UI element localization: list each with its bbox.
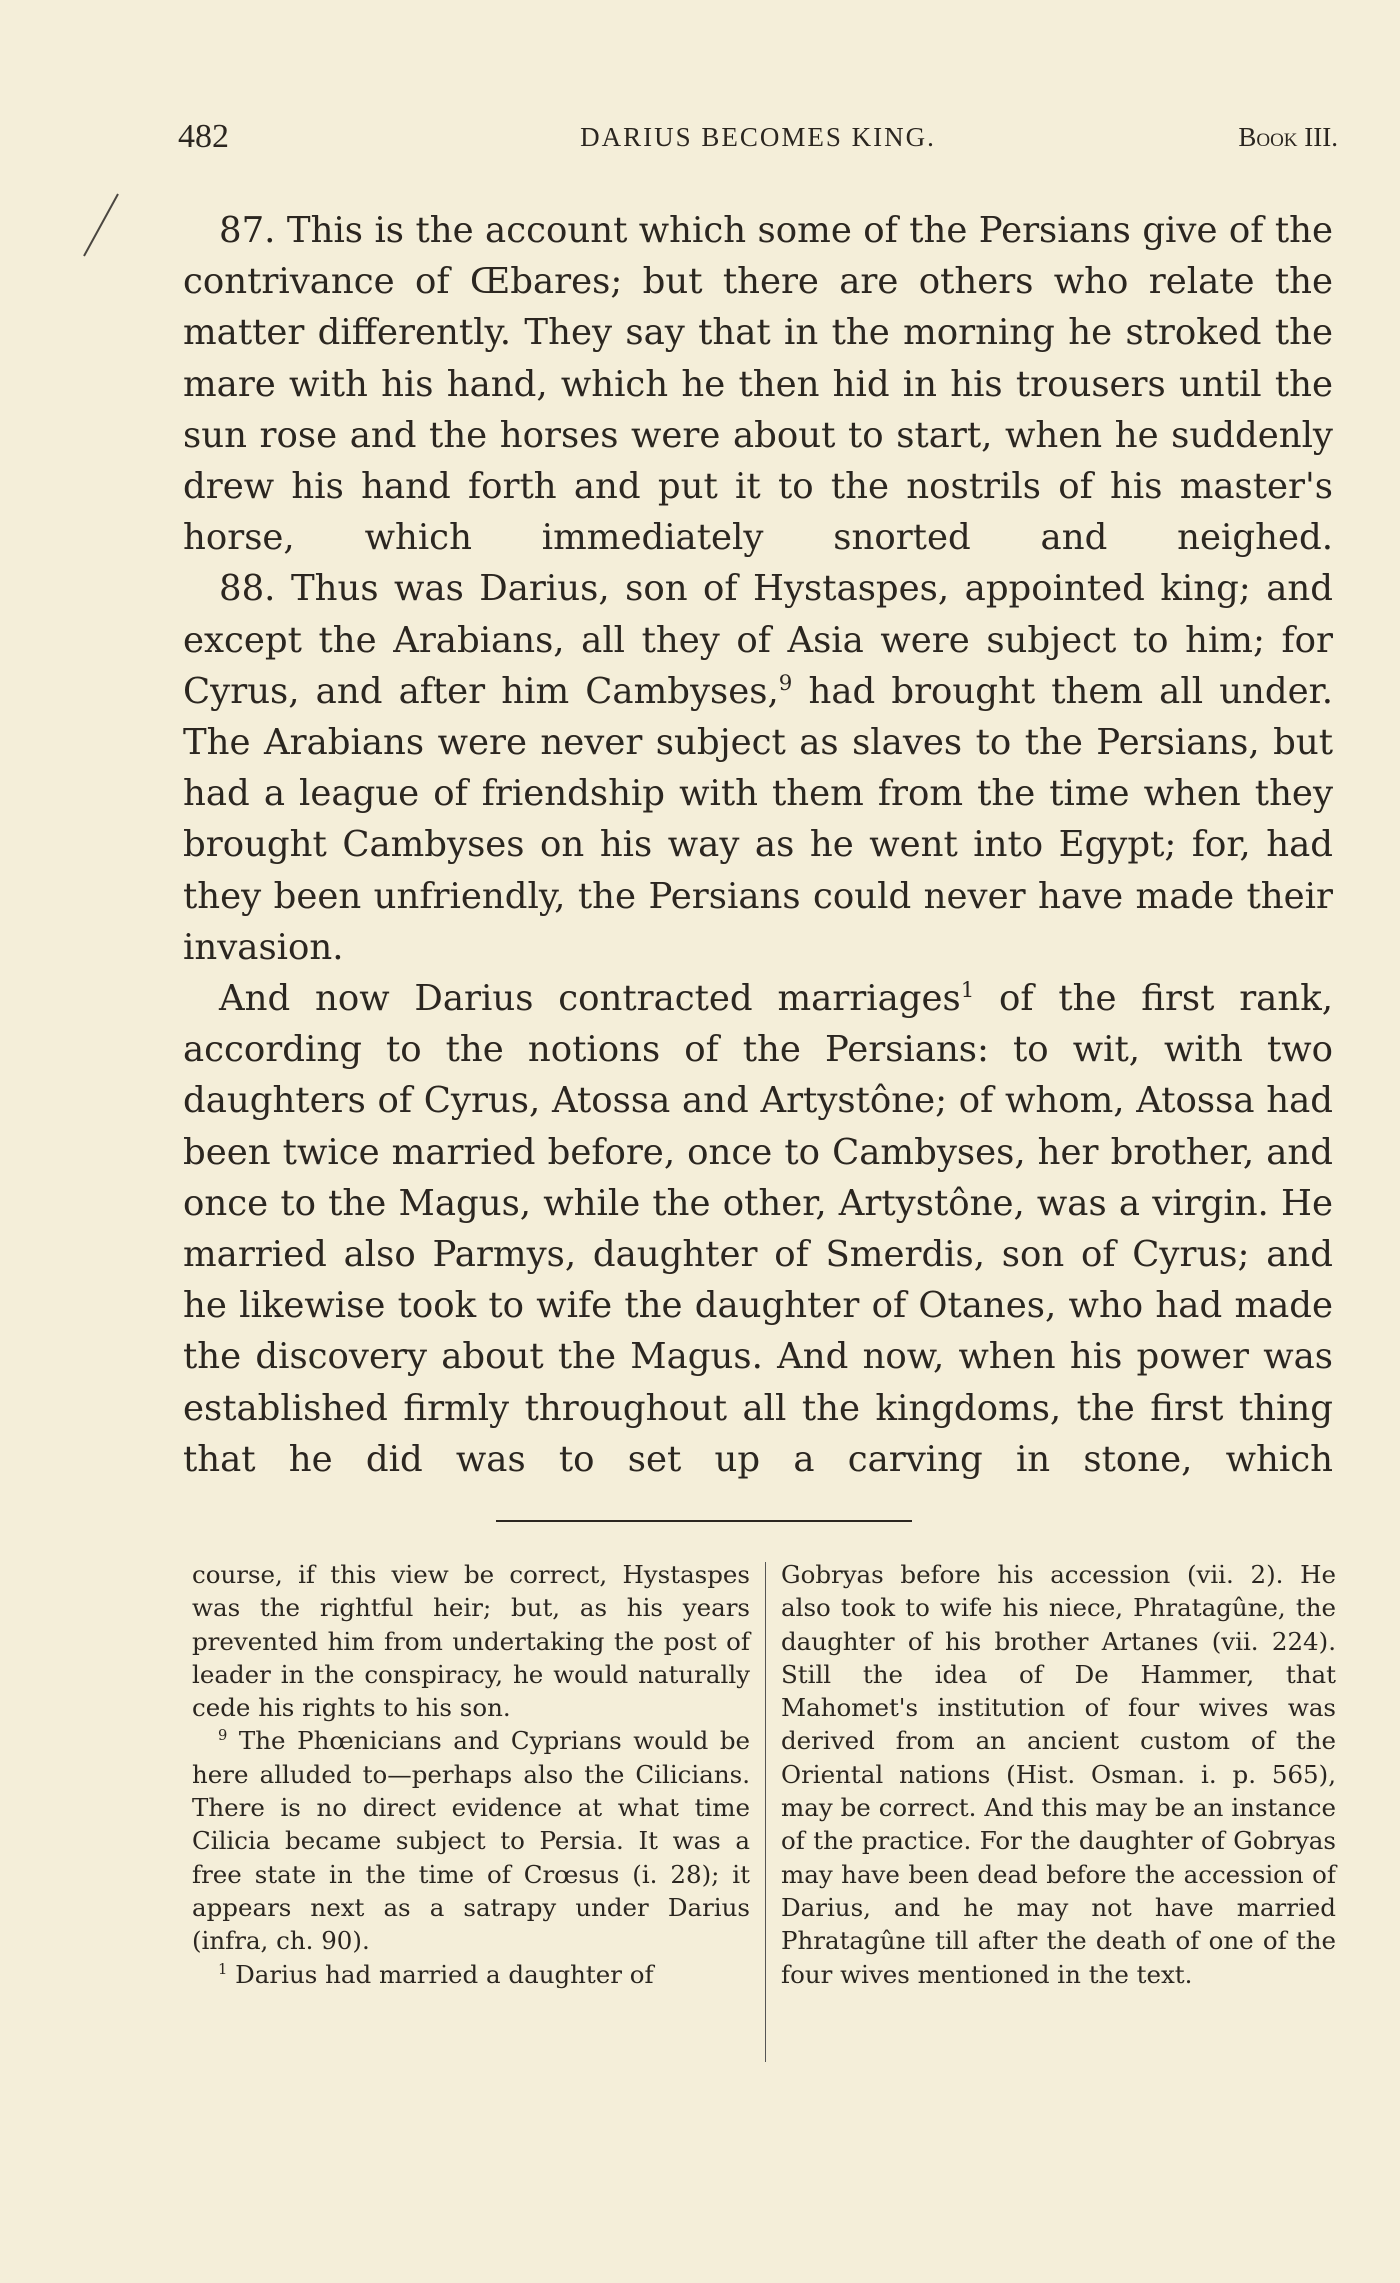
footnote-1 [192,1958,750,1991]
pencil-mark-icon [78,190,124,260]
footnote-rule [496,1520,912,1522]
main-text [183,205,1333,1485]
column-divider [765,1562,766,2062]
paragraph-88-text-a: 88. Thus was Darius, son of Hystaspes, appointed king; and except the Arabians, all they of Asia were subject to him; for Cyrus, and after him Cambyses, [183,568,1333,712]
footnotes [192,1558,1336,2062]
footnote-column-right [781,1558,1336,2062]
footnote-9-marker: 9 [218,1727,228,1745]
footnote-1-text: Darius had married a daughter of [227,1959,654,1989]
footnote-column-left [192,1558,750,2062]
paragraph-marriages-text-a: And now Darius contracted marriages [219,978,961,1020]
footnote-1-continuation: Gobryas before his accession (vii. 2). He also took to wife his niece, Phratagûne, the daughter of his brother Artanes (vii. 224). Still the idea of De Hammer, that Mahomet's institution of four wives was derived from an ancient custom of the Oriental nations (Hist. Osman. i. p. 565), may be correct. And this may be an instance of the practice. For the daughter of Gobryas may have been dead before the accession of Darius, and he may not have married Phratagûne till after the death of one of the four wives mentioned in the text. [781,1560,1336,1989]
book-label: Book III. [1238,122,1338,152]
footnote-9 [192,1724,750,1957]
footnote-continuation: course, if this view be correct, Hystaspes was the rightful heir; but, as his years prevented him from undertaking the post of leader in the conspiracy, he would naturally cede his rights to his son. [192,1560,750,1723]
footnote-ref-1: 1 [960,978,975,1004]
footnote-ref-9: 9 [778,671,793,696]
page-header [178,118,1338,168]
paragraph-88 [183,563,1333,973]
footnote-1-marker: 1 [218,1960,228,1978]
paragraph-87: 87. This is the account which some of the Persians give of the contrivance of Œbares; but there are others who relate the matter differently. They say that in the morning he stroked the mare with his hand, which he then hid in his trousers until the sun rose and the horses were about to start, when he suddenly drew his hand forth and put it to the nostrils of his master's horse, which immediately snorted and neighed. [183,210,1333,559]
running-title: DARIUS BECOMES KING. [580,122,936,152]
paragraph-marriages [183,973,1333,1485]
paragraph-88-text-b: had brought them all under. The Arabians were never subject as slaves to the Persians, but had a league of friendship with them from the time when they brought Cambyses on his way as he went into Egypt; for, had they been unfriendly, the Persians could never have made their invasion. [183,670,1334,968]
paragraph-marriages-text-b: of the first rank, according to the notions of the Persians: to wit, with two daughters of Cyrus, Atossa and Artystône; of whom, Atossa had been twice married before, once to Cambyses, her brother, and once to the Magus, while the other, Artystône, was a virgin. He married also Parmys, daughter of Smerdis, son of Cyrus; and he likewise took to wife the daughter of Otanes, who had made the discovery about the Magus. And now, when his power was established firmly throughout all the kingdoms, the first thing that he did was to set up a carving in stone, which [183,978,1333,1480]
footnote-9-text: The Phœnicians and Cyprians would be here alluded to—perhaps also the Cilicians. There is no direct evidence at what time Cilicia became subject to Persia. It was a free state in the time of Crœsus (i. 28); it appears next as a satrapy under Darius (infra, ch. 90). [192,1726,750,1956]
page-number: 482 [178,118,229,155]
